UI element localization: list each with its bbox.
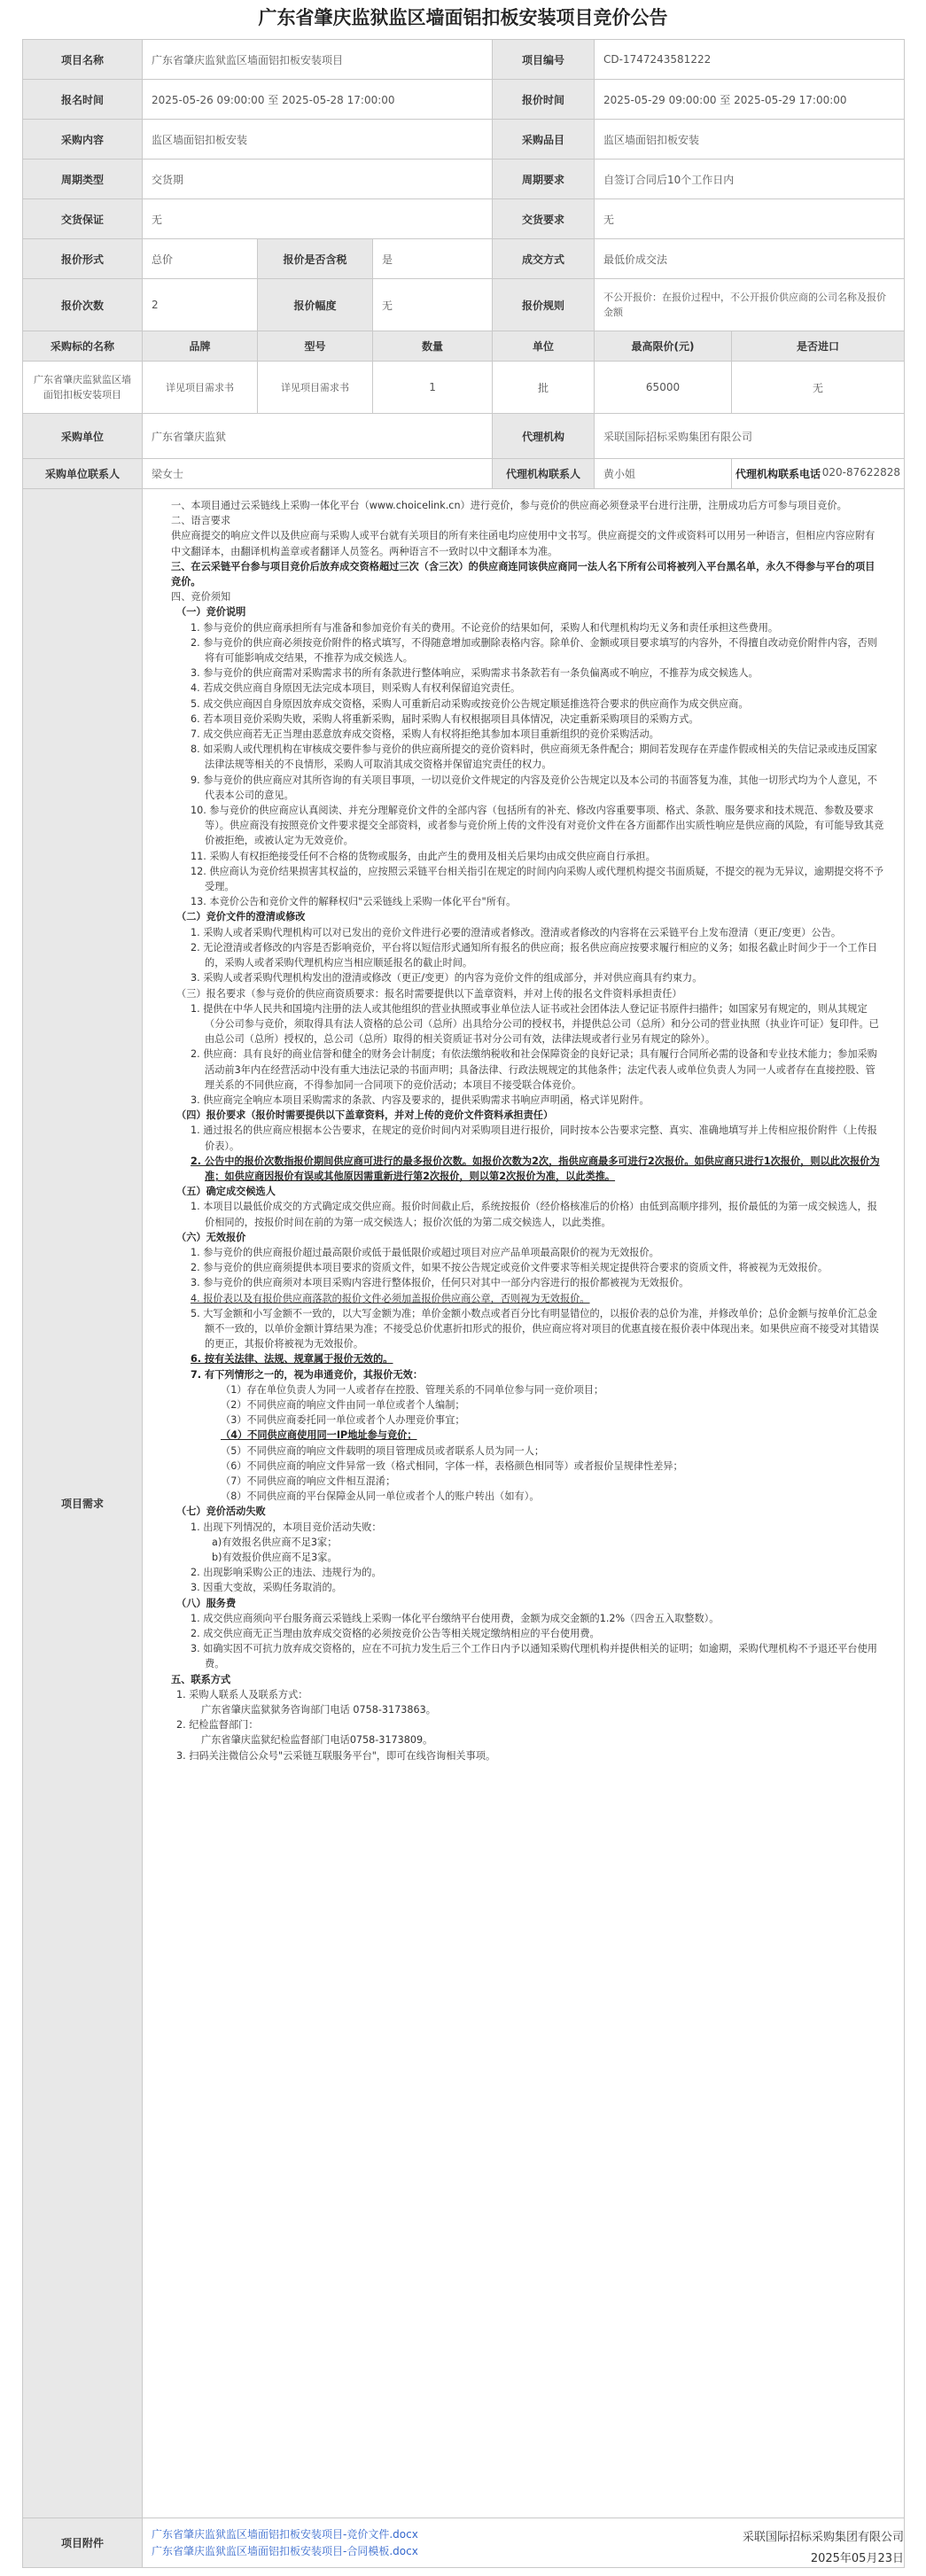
signup-time: 2025-05-26 09:00:00 至 2025-05-28 17:00:00 [143,80,493,120]
goods-header-cell: 是否进口 [732,331,905,362]
attachment-link-contract-template[interactable]: 广东省肇庆监狱监区墙面铝扣板安装项目-合同模板.docx [152,2544,418,2557]
info-table [22,39,905,2568]
req-line: 3. 如确实因不可抗力放弃成交资格的，应在不可抗力发生后三个工作日内予以通知采购代理机构并提供相关的证明；如逾期，采购代理机构不予退还平台使用费。 [191,1643,877,1670]
goods-cell: 详见项目需求书 [143,362,258,414]
agency-contact-label: 代理机构联系人 [493,459,595,489]
goods-cell: 65000 [595,362,732,414]
goods-cell: 详见项目需求书 [258,362,373,414]
goods-header-cell: 型号 [258,331,373,362]
req-line: 4. 若成交供应商自身原因无法完成本项目，则采购人有权利保留追究责任。 [191,682,521,695]
req-line: （一）竞价说明 [176,606,246,619]
req-line: 10. 参与竞价的供应商应认真阅读、并充分理解竞价文件的全部内容（包括所有的补充、修改内容重要事项、格式、条款、服务要求和技术规范、参数及要求等）。供应商没有按照竞价文件要求提交全部资料，或者参与竞价所上传的文件没有对竞价文件在各方面都作出实质性响应是供应商的风险，有可能导致其竞价被拒绝，或被认定为无效竞价。 [191,805,884,847]
req-line: 2. 公告中的报价次数指报价期间供应商可进行的最多报价次数。如报价次数为2次，指供应商最多可进行2次报价。如供应商只进行1次报价，则以此次报价为准；如供应商因报价有误或其他原因需重新进行第2次报价，则以第2次报价为准，以此类推。 [191,1155,880,1182]
req-line: 2. 参与竞价的供应商必须按竞价附件的格式填写，不得随意增加或删除表格内容。除单价、金额或项目要求填写的内容外，不得擅自改动竞价附件内容，否则将有可能影响成交结果，不推荐为成交候选人。 [191,636,877,665]
req-line: 8. 如采购人或代理机构在审核成交要件参与竞价的供应商所提交的竞价资料时，供应商须无条件配合；期间若发现存在弄虚作假或相关的失信记录或违反国家法律法规等相关的不良情形，采购人可取消其成交资格并保留追究责任的权力。 [191,743,877,771]
req-line: 广东省肇庆监狱纪检监督部门电话0758-3173809。 [201,1734,433,1747]
req-line: 三、在云采链平台参与项目竞价后放弃成交资格超过三次（含三次）的供应商连同该供应商同一法人名下所有公司将被列入平台黑名单，永久不得参与平台的项目竞价。 [171,560,875,588]
quote-time-label: 报价时间 [493,80,595,120]
project-no: CD-1747243581222 [595,40,905,80]
quote-method: 总价 [143,239,258,279]
footer-date: 2025年05月23日 [810,2552,904,2565]
req-line: 1. 出现下列情况的，本项目竞价活动失败： [191,1521,382,1533]
req-line: （四）报价要求（报价时需要提供以下盖章资料，并对上传的竞价文件资料承担责任） [176,1109,554,1122]
req-line: 5. 成交供应商因自身原因放弃成交资格，采购人可重新启动采购或按竞价公告规定顺延推选符合要求的供应商作为成交供应商。 [191,697,749,710]
goods-header-cell: 最高限价(元) [595,331,732,362]
project-name: 广东省肇庆监狱监区墙面铝扣板安装项目 [143,40,493,80]
agency-label: 代理机构 [493,414,595,459]
signup-time-label: 报名时间 [23,80,143,120]
requirements-content [143,489,905,2518]
unit-contact-label: 采购单位联系人 [23,459,143,489]
project-name-label: 项目名称 [23,40,143,80]
req-line: 7. 有下列情形之一的，视为串通竞价，其报价无效： [191,1368,424,1381]
table-row [23,362,905,414]
req-line: （7）不同供应商的响应文件相互混淆； [221,1475,396,1487]
unit-contact: 梁女士 [143,459,493,489]
quote-time: 2025-05-29 09:00:00 至 2025-05-29 17:00:00 [595,80,905,120]
req-line: 1. 通过报名的供应商应根据本公告要求，在规定的竞价时间内对采购项目进行报价，同时按本公告要求完整、真实、准确地填写并上传相应报价附件（上传报价表）。 [191,1125,877,1152]
req-line: 2. 参与竞价的供应商须提供本项目要求的资质文件，如果不按公告规定或竞价文件要求等相关规定提供符合要求的资质文件，将被视为无效报价。 [191,1262,829,1274]
req-line: 1. 采购人联系人及联系方式： [176,1688,308,1700]
unit-label: 采购单位 [23,414,143,459]
quote-method-label: 报价形式 [23,239,143,279]
req-line: （八）服务费 [176,1597,237,1609]
req-line: 12. 供应商认为竞价结果损害其权益的，应按照云采链平台相关指引在规定的时间内向采购人或代理机构提交书面质疑，不提交的视为无异议，逾期提交将不予受理。 [191,865,884,893]
req-line: （4）不同供应商使用同一IP地址参与竞价； [221,1429,417,1442]
attachment-link-bidding-doc[interactable]: 广东省肇庆监狱监区墙面铝扣板安装项目-竞价文件.docx [152,2527,418,2541]
req-line: 6. 若本项目竞价采购失败，采购人将重新采购，届时采购人有权根据项目具体情况，决定重新采购项目的采购方式。 [191,712,699,725]
goods-header-cell: 单位 [493,331,595,362]
req-line: 1. 参与竞价的供应商报价超过最高限价或低于最低限价或超过项目对应产品单项最高限价的视为无效报价。 [191,1246,659,1258]
agency-phone-cell [732,459,905,489]
purchase-unit: 广东省肇庆监狱 [143,414,493,459]
req-line: （6）不同供应商的响应文件异常一致（格式相同，字体一样，表格颜色相同等）或者报价呈规律性差异； [221,1459,683,1472]
goods-cell: 广东省肇庆监狱监区墙面铝扣板安装项目 [23,362,143,414]
req-line: （七）竞价活动失败 [176,1506,266,1518]
req-line: （2）不同供应商的响应文件由同一单位或者个人编制； [221,1398,465,1411]
req-line: （五）确定成交候选人 [176,1186,276,1198]
req-line: （六）无效报价 [176,1231,246,1243]
req-line: 5. 大写金额和小写金额不一致的，以大写金额为准；单价金额小数点或者百分比有明显错位的，以报价表的总价为准，并修改单价；总价金额与按单价汇总金额不一致的，以单价金额计算结果为准；不接受总价优惠折扣形式的报价，供应商应将对项目的优惠直接在报价表中体现出来。如果供应商不接受对其错误的更正，其报价将被视为无效报价。 [191,1307,879,1350]
quote-limit-label: 报价幅度 [258,279,373,331]
req-line: 13. 本竞价公告和竞价文件的解释权归"云采链线上采购一体化平台"所有。 [191,896,517,908]
purchase-content-label: 采购内容 [23,120,143,160]
tax: 是 [373,239,493,279]
goods-header-cell: 采购标的名称 [23,331,143,362]
page-title: 广东省肇庆监狱监区墙面铝扣板安装项目竞价公告 [258,7,668,28]
quote-count-label: 报价次数 [23,279,143,331]
req-line: 1. 成交供应商须向平台服务商云采链线上采购一体化平台缴纳平台使用费，金额为成交金额的1.2%（四舍五入取整数）。 [191,1612,720,1624]
req-line: 3. 参与竞价的供应商须对本项目采购内容进行整体报价，任何只对其中一部分内容进行的报价都被视为无效报价。 [191,1277,689,1289]
quote-count: 2 [143,279,258,331]
req-line: （三）报名要求（参与竞价的供应商资质要求：报名时需要提供以下盖章资料，并对上传的报名文件资料承担责任） [176,987,682,1000]
req-line: 2. 无论澄清或者修改的内容是否影响竞价，平台将以短信形式通知所有报名的供应商；报名供应商应按要求履行相应的义务；如报名截止时间少于一个工作日的，采购人或者采购代理机构应当相应顺延报名的截止时间。 [191,941,877,969]
footer [743,2527,904,2570]
purchase-item-label: 采购品目 [493,120,595,160]
goods-header-cell: 品牌 [143,331,258,362]
purchase-content: 监区墙面铝扣板安装 [143,120,493,160]
req-line: 2. 成交供应商无正当理由放弃成交资格的必须按竞价公告等相关规定缴纳相应的平台使用费。 [191,1628,600,1640]
req-line: 四、竞价须知 [171,591,231,603]
rule: 不公开报价：在报价过程中，不公开报价供应商的公司名称及报价金额 [595,279,905,331]
req-line: 1. 参与竞价的供应商承担所有与准备和参加竞价有关的费用。不论竞价的结果如何，采购人和代理机构均无义务和责任承担这些费用。 [191,621,779,634]
req-line: 一、本项目通过云采链线上采购一体化平台（www.choicelink.cn）进行竞价，参与竞价的供应商必须登录平台进行注册，注册成功后方可参与项目竞价。 [171,500,847,511]
period: 自签订合同后10个工作日内 [595,160,905,199]
agency-phone-label: 代理机构联系电话 [735,468,821,480]
period-label: 周期要求 [493,160,595,199]
req-line: 3. 扫码关注微信公众号"云采链互联服务平台"，即可在线咨询相关事项。 [176,1749,496,1762]
req-line: 3. 供应商完全响应本项目采购需求的条款、内容及要求的，提供采购需求书响应声明函，格式详见附件。 [191,1093,650,1106]
req-line: b)有效报价供应商不足3家。 [212,1552,338,1564]
req-line: 1. 提供在中华人民共和国境内注册的法人或其他组织的营业执照或事业单位法人证书或社会团体法人登记证书原件扫描件；如国家另有规定的，则从其规定（分公司参与竞价，须取得具有法人资格的总公司（总所）出具给分公司的授权书，并提供总公司（总所）和分公司的营业执照（执业许可证）复印件。已由总公司（总所）授权的，总公司（总所）取得的相关资质证书对分公司有效，法律法规或者行业另有规定的除外）。 [191,1002,879,1046]
purchase-item: 监区墙面铝扣板安装 [595,120,905,160]
agency-phone: 020-87622828 [821,466,901,479]
req-line: 11. 采购人有权拒绝接受任何不合格的货物或服务，由此产生的费用及相关后果均由成交供应商自行承担。 [191,850,656,862]
goods-cell: 1 [373,362,493,414]
req-line: （5）不同供应商的响应文件载明的项目管理成员或者联系人员为同一人； [221,1444,545,1457]
req-line: 供应商提交的响应文件以及供应商与采购人或平台就有关项目的所有来往函电均应使用中文书写。供应商提交的文件或资料可以用另一种语言，但相应内容应附有中文翻译本，由翻译机构盖章或者翻译人员签名。两种语言不一致时以中文翻译本为准。 [171,530,875,557]
agency-contact: 黄小姐 [603,468,636,480]
rule-label: 报价规则 [493,279,595,331]
goods-cell: 批 [493,362,595,414]
period-type-label: 周期类型 [23,160,143,199]
req-line: 3. 因重大变故，采购任务取消的。 [191,1582,342,1594]
req-line: （3）不同供应商委托同一单位或者个人办理竞价事宜； [221,1414,465,1427]
req-line: 6. 按有关法律、法规、规章属于报价无效的。 [191,1353,393,1366]
req-line: 二、语言要求 [171,515,231,527]
requirements-label: 项目需求 [23,489,143,2518]
req-line: （8）不同供应商的平台保障金从同一单位或者个人的账户转出（如有）。 [221,1490,540,1503]
goods-cell: 无 [732,362,905,414]
req-line: 2. 出现影响采购公正的违法、违规行为的。 [191,1567,382,1579]
req-line: 9. 参与竞价的供应商应对其所咨询的有关项目事项，一切以竞价文件规定的内容及竞价公告规定以及本公司的书面答复为准，其他一切形式均为个人意见，不代表本公司的意见。 [191,774,877,801]
deposit: 无 [143,199,493,239]
agency-contact-cell [595,459,732,489]
req-line: 广东省肇庆监狱狱务咨询部门电话 0758-3173863。 [201,1704,436,1716]
deal-method-label: 成交方式 [493,239,595,279]
delivery: 无 [595,199,905,239]
footer-org: 采联国际招标采购集团有限公司 [742,2531,904,2544]
req-line: 3. 参与竞价的供应商需对采购需求书的所有条款进行整体响应，采购需求书条款若有一条负偏离或不响应，不推荐为成交候选人。 [191,667,759,680]
project-no-label: 项目编号 [493,40,595,80]
attachments-label: 项目附件 [23,2518,143,2568]
req-line: 4. 报价表以及有报价供应商落款的报价文件必须加盖报价供应商公章，否则视为无效报价。 [191,1292,590,1304]
req-line: 2. 供应商：具有良好的商业信誉和健全的财务会计制度；有依法缴纳税收和社会保障资金的良好记录；具有履行合同所必需的设备和专业技术能力；参加采购活动前3年内在经营活动中没有重大违法记录的书面声明；具备法律、行政法规规定的其他条件；法定代表人或单位负责人为同一人或者存在直接控股、管理关系的不同供应商，不得参加同一合同项下的竞价活动；本项目不接受联合体竞价。 [191,1048,877,1091]
req-line: （1）存在单位负责人为同一人或者存在控股、管理关系的不同单位参与同一竞价项目； [221,1383,604,1396]
tax-label: 报价是否含税 [258,239,373,279]
req-line: 7. 成交供应商若无正当理由恶意放弃成交资格，采购人有权将拒绝其参加本项目重新组织的竞价采购活动。 [191,728,659,741]
req-line: （二）竞价文件的澄清或修改 [176,911,306,923]
req-line: a)有效报名供应商不足3家； [212,1536,338,1548]
quote-limit: 无 [373,279,493,331]
req-line: 1. 采购人或者采购代理机构可以对已发出的竞价文件进行必要的澄清或者修改。澄清或者修改的内容将在云采链平台上发布澄清（更正/变更）公告。 [191,926,842,938]
goods-header-cell: 数量 [373,331,493,362]
goods-header-row [23,331,905,362]
req-line: 1. 本项目以最低价成交的方式确定成交供应商。报价时间截止后，系统按报价（经价格核准后的价格）由低到高顺序排列，报价最低的为第一成交候选人，报价相同的，按报价时间在前的为第一成交候选人；报价次低的为第二成交候选人，以此类推。 [191,1201,877,1228]
period-type: 交货期 [143,160,493,199]
req-line: 五、联系方式 [171,1673,231,1685]
deal-method: 最低价成交法 [595,239,905,279]
delivery-label: 交货要求 [493,199,595,239]
agency: 采联国际招标采购集团有限公司 [595,414,905,459]
req-line: 2. 纪检监督部门： [176,1719,259,1732]
req-line: 3. 采购人或者采购代理机构发出的澄清或修改（更正/变更）的内容为竞价文件的组成部分，并对供应商具有约束力。 [191,972,703,984]
deposit-label: 交货保证 [23,199,143,239]
